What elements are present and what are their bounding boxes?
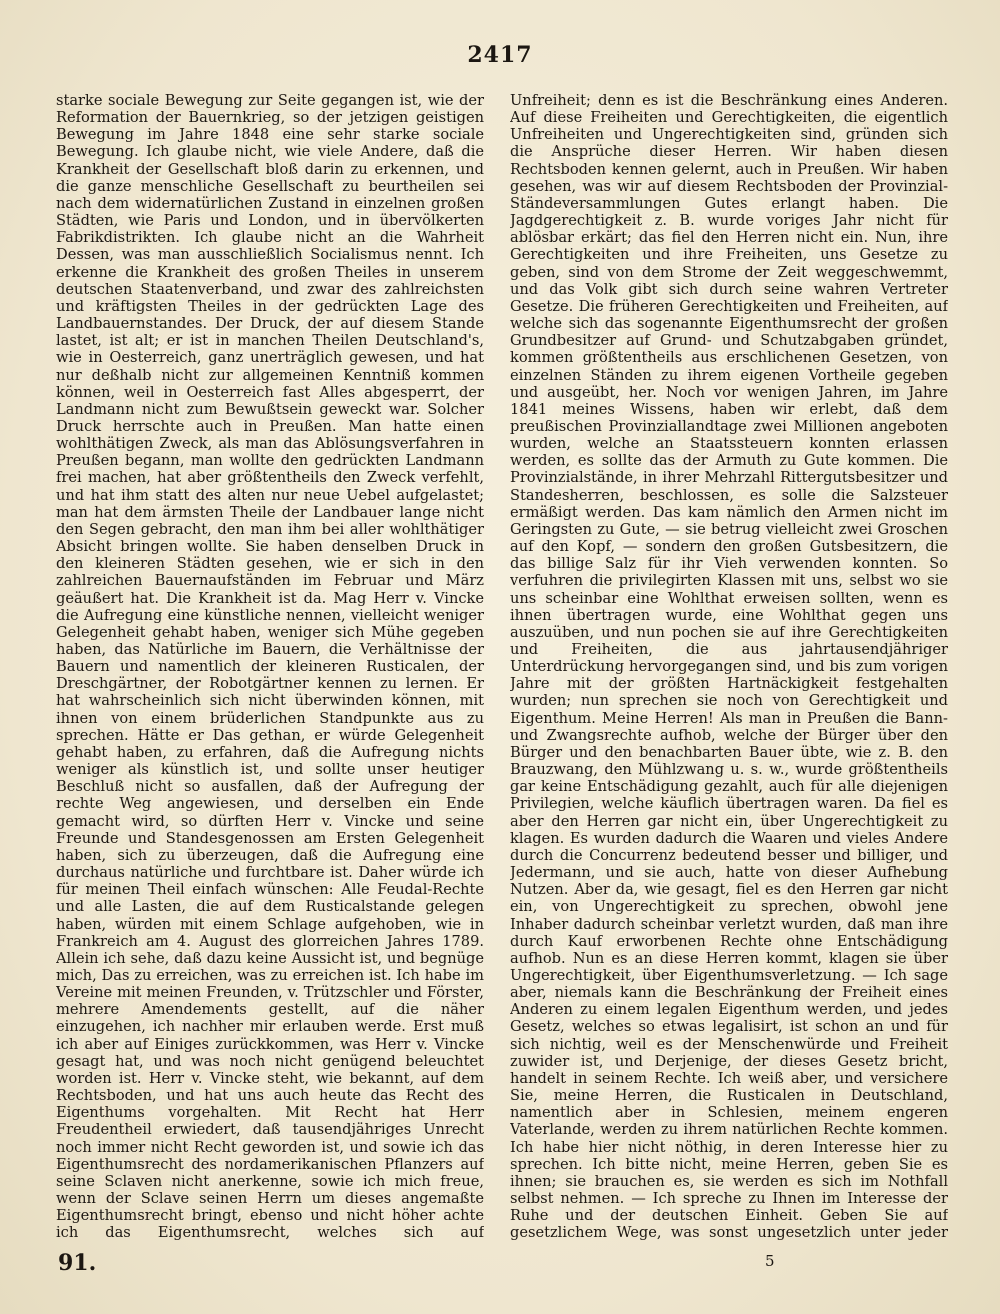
left-column-text: starke sociale Bewegung zur Seite gegangen ist, wie der Reformation der Bauernkrieg, so der jetzigen geistigen Bewegung im Jahre 1848 eine sehr starke sociale Bewegung. Ich glaube nicht, wie viele Andere, daß die Krankheit der Gesellschaft bloß darin zu erkennen, und die ganze menschliche Gesellschaft zu beurtheilen sei nach dem widernatürlichen Zustand in einzelnen großen Städten, wie Paris und London, und in übervölkerten Fabrikdistrikten. Ich glaube nicht an die Wahrheit Dessen, was man ausschließlich Socialismus nennt. Ich erkenne die Krankheit des großen Theiles in unserem deutschen Staatenverband, und zwar des zahlreichsten und kräftigsten Theiles in der gedrückten Lage des Landbauernstandes. Der Druck, der auf diesem Stande lastet, ist alt; er ist in manchen Theilen Deutschland's, wie in Oesterreich, ganz unerträglich gewesen, und hat nur deßhalb nicht zur allgemeinen Kenntniß kommen können, weil in Oesterreich fast Alles abgesperrt, der Landmann nicht zum Bewußtsein geweckt war. Solcher Druck herrschte auch in Preußen. Man hatte einen wohlthätigen Zweck, als man das Ablösungsverfahren in Preußen begann, man wollte den gedrückten Landmann frei machen, hat aber größtentheils den Zweck verfehlt, und hat ihm statt des alten nur neue Uebel aufgelastet; man hat dem ärmsten Theile der Landbauer lange nicht den Segen gebracht, den man ihm bei aller wohlthätiger Absicht bringen wollte. Sie haben denselben Druck in den kleineren Städten gesehen, wie er sich in den zahlreichen Bauernaufständen im Februar und März geäußert hat. Die Krankheit ist da. Mag Herr v. Vincke die Aufregung eine künstliche nennen, vielleicht weniger Gelegenheit gehabt haben, weniger sich Mühe gegeben haben, das Natürliche im Bauern, die Verhältnisse der Bauern und namentlich der kleineren Rusticalen, der Dreschgärtner, der Robotgärtner kennen zu lernen. Er hat wahrscheinlich sich nicht überwinden können, mit ihnen von einem brüderlichen Standpunkte aus zu sprechen. Hätte er Das gethan, er würde Gelegenheit gehabt haben, zu erfahren, daß die Aufregung nichts weniger als künstlich ist, und sollte unser heutiger Beschluß nicht so ausfallen, daß der Aufregung der rechte Weg angewiesen, und derselben ein Ende gemacht wird, so dürften Herr v. Vincke und seine Freunde und Standesgenossen am Ersten Gelegenheit haben, sich zu überzeugen, daß die Aufregung eine durchaus natürliche und furchtbare ist. Daher würde ich für meinen Theil einfach wünschen: Alle Feudal-Rechte und alle Lasten, die auf dem Rusticalstande gelegen haben, würden mit einem Schlage aufgehoben, wie in Frankreich am 4. August des glorreichen Jahres 1789. Allein ich sehe, daß dazu keine Aussicht ist, und begnüge mich, Das zu erreichen, was zu erreichen ist. Ich habe im Vereine mit meinen Freunden, v. Trützschler und Förster, mehrere Amendements gestellt, auf die näher einzugehen, ich nachher mir erlauben werde. Erst muß ich aber auf Einiges zurückkommen, was Herr v. Vincke gesagt hat, und was noch nicht genügend beleuchtet worden ist. Herr v. Vincke steht, wie bekannt, auf dem Rechtsboden, und hat uns auch heute das Recht des Eigenthums vorgehalten. Mit Recht hat Herr Freudentheil erwiedert, daß tausendjähriges Unrecht noch immer nicht Recht geworden ist, und sowie ich das Eigenthumsrecht des nordamerikanischen Pflanzers auf seine Sclaven nicht anerkenne, sowie ich mich freue, wenn der Sclave seinen Herrn um dieses angemaßte Eigenthumsrecht bringt, ebenso und nicht höher achte ich das Eigenthumsrecht, welches sich auf	[56, 92, 484, 1242]
page-number: 2417	[467, 42, 533, 68]
column-marker: 5	[765, 1252, 775, 1270]
signature-mark: 91.	[58, 1250, 97, 1276]
right-column-text: Unfreiheit; denn es ist die Beschränkung eines Anderen. Auf diese Freiheiten und Gerechtigkeiten, die eigentlich Unfreiheiten und Ungerechtigkeiten sind, gründen sich die Ansprüche dieser Herren. Wir haben diesen Rechtsboden kennen gelernt, auch in Preußen. Wir haben gesehen, was wir auf diesem Rechtsboden der Provinzial-Ständeversammlungen Gutes erlangt haben. Die Jagdgerechtigkeit z. B. wurde voriges Jahr nicht für ablösbar erkärt; das fiel den Herren nicht ein. Nun, ihre Gerechtigkeiten und ihre Freiheiten, uns Gesetze zu geben, sind von dem Strome der Zeit weggeschwemmt, und das Volk gibt sich durch seine wahren Vertreter Gesetze. Die früheren Gerechtigkeiten und Freiheiten, auf welche sich das sogenannte Eigenthumsrecht der großen Grundbesitzer auf Grund- und Schutzabgaben gründet, kommen größtentheils aus erschlichenen Gesetzen, von einzelnen Ständen zu ihrem eigenen Vortheile gegeben und ausgeübt, her. Noch vor wenigen Jahren, im Jahre 1841 meines Wissens, haben wir erlebt, daß dem preußischen Provinziallandtage zwei Millionen angeboten wurden, welche an Staatssteuern konnten erlassen werden, es sollte das der Armuth zu Gute kommen. Die Provinzialstände, in ihrer Mehrzahl Rittergutsbesitzer und Standesherren, beschlossen, es solle die Salzsteuer ermäßigt werden. Das kam nämlich den Armen nicht im Geringsten zu Gute, — sie betrug vielleicht zwei Groschen auf den Kopf, — sondern den großen Gutsbesitzern, die das billige Salz für ihr Vieh verwenden konnten. So verfuhren die privilegirten Klassen mit uns, selbst wo sie uns scheinbar eine Wohlthat erweisen sollten, wenn es ihnen übertragen wurde, eine Wohlthat gegen uns auszuüben, und nun pochen sie auf ihre Gerechtigkeiten und Freiheiten, die aus jahrtausendjähriger Unterdrückung hervorgegangen sind, und bis zum vorigen Jahre mit der größten Hartnäckigkeit festgehalten wurden; nun sprechen sie noch von Gerechtigkeit und Eigenthum. Meine Herren! Als man in Preußen die Bann- und Zwangsrechte aufhob, welche der Bürger über den Bürger und den benachbarten Bauer übte, wie z. B. den Brauzwang, den Mühlzwang u. s. w., wurde größtentheils gar keine Entschädigung gezahlt, auch für alle diejenigen Privilegien, welche käuflich übertragen waren. Da fiel es aber den Herren gar nicht ein, über Ungerechtigkeit zu klagen. Es wurden dadurch die Waaren und vieles Andere durch die Concurrenz bedeutend besser und billiger, und Jedermann, und sie auch, hatte von dieser Aufhebung Nutzen. Aber da, wie gesagt, fiel es den Herren gar nicht ein, von Ungerechtigkeit zu sprechen, obwohl jene Inhaber dadurch scheinbar verletzt wurden, daß man ihre durch Kauf erworbenen Rechte ohne Entschädigung aufhob. Nun es an diese Herren kommt, klagen sie über Ungerechtigkeit, über Eigenthumsverletzung. — Ich sage aber, niemals kann die Beschränkung der Freiheit eines Anderen zu einem legalen Eigenthum werden, und jedes Gesetz, welches so etwas legalisirt, ist schon an und für sich nichtig, weil es der Menschenwürde und Freiheit zuwider ist, und Derjenige, der dieses Gesetz bricht, handelt in seinem Rechte. Ich weiß aber, und versichere Sie, meine Herren, die Rusticalen in Deutschland, namentlich aber in Schlesien, meinem engeren Vaterlande, werden zu ihrem natürlichen Rechte kommen. Ich habe hier nicht nöthig, in deren Interesse hier zu sprechen. Ich bitte nicht, meine Herren, geben Sie es ihnen; sie brauchen es, sie werden es sich im Nothfall selbst nehmen. — Ich spreche zu Ihnen im Interesse der Ruhe und der deutschen Einheit. Geben Sie auf gesetzlichem Wege, was sonst ungesetzlich unter jeder	[510, 92, 948, 1242]
left-column	[56, 92, 484, 1242]
right-column	[510, 92, 948, 1242]
